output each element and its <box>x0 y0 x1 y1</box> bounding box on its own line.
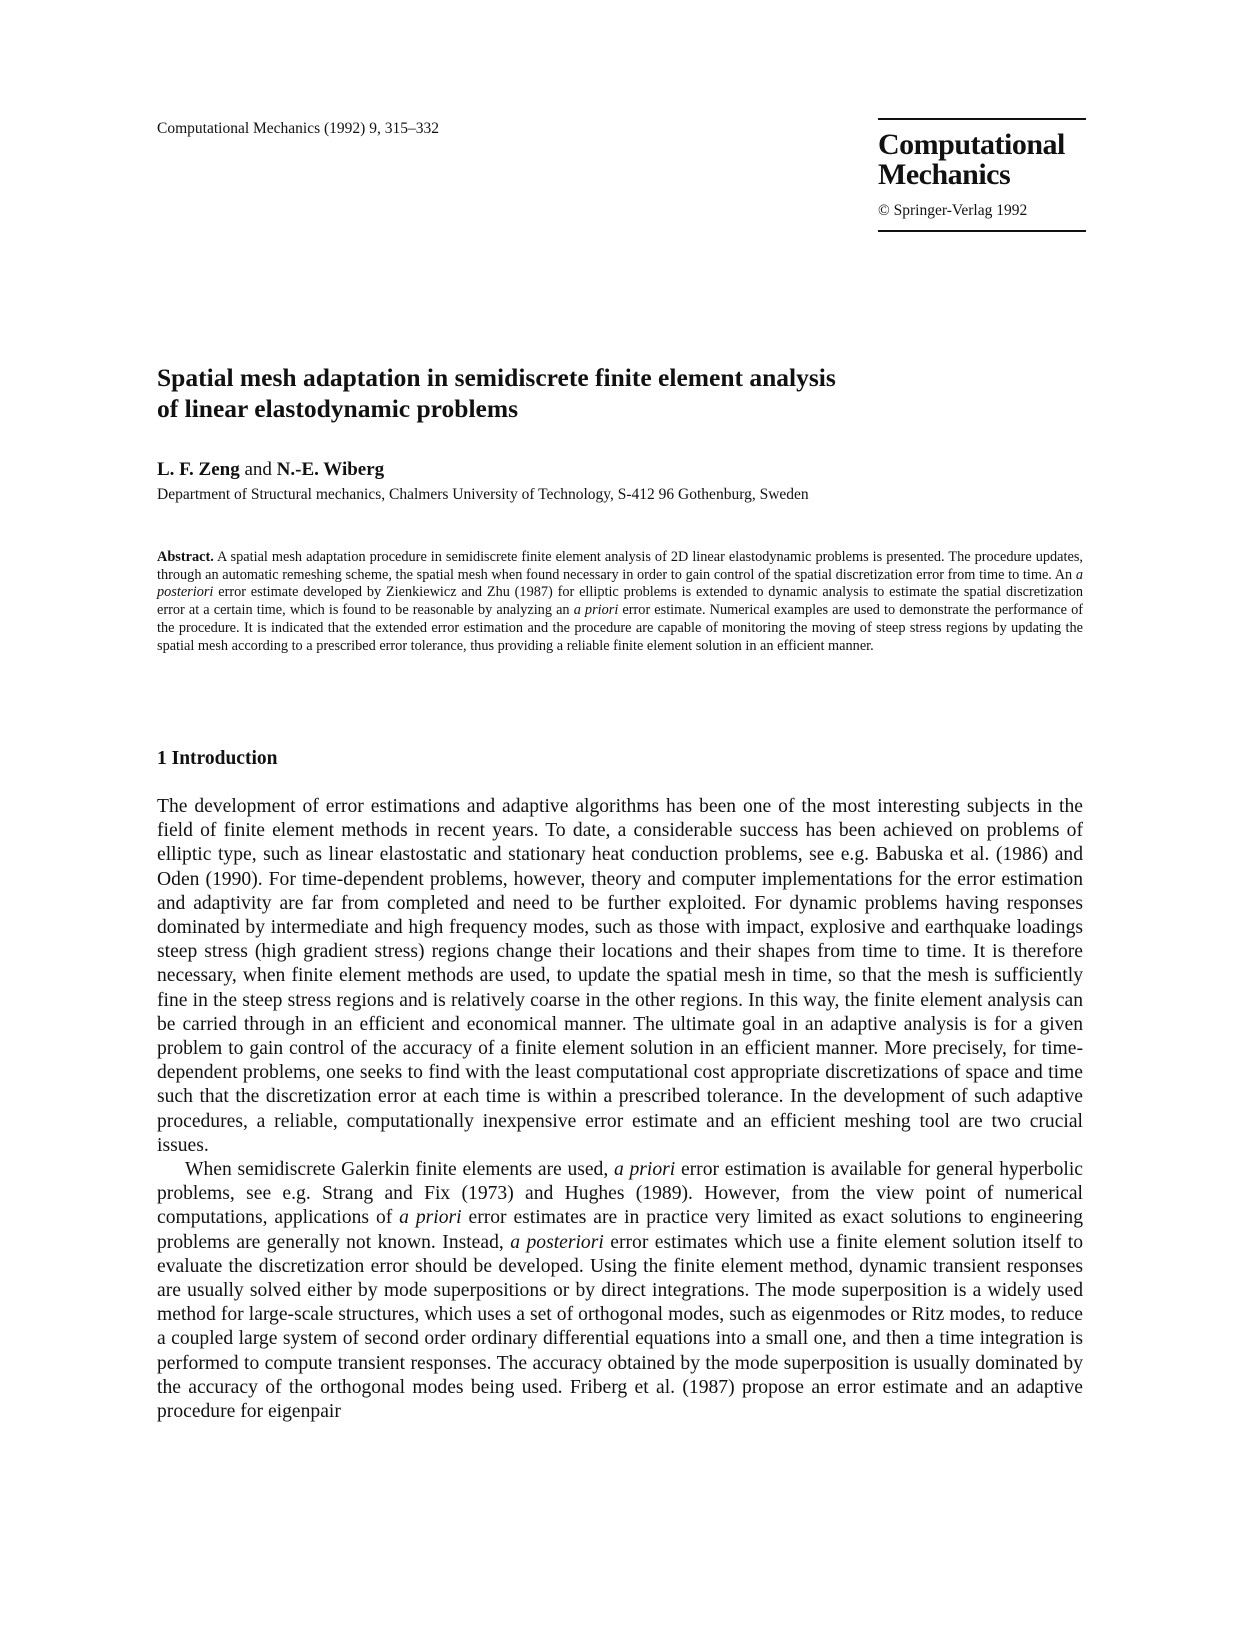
paragraph-text: error estimates which use a finite element solution itself to evaluate the discretization error should be developed. Using the finite element method, dynamic transient responses are usually solved either by mode superpositions or by direct integrations. The mode superposition is a widely used method for large-scale structures, which uses a set of orthogonal modes, such as eigenmodes or Ritz modes, to reduce a coupled large system of second order ordinary differential equations into a small one, and then a time integration is performed to compute transient responses. The accuracy obtained by the mode superposition is usually dominated by the accuracy of the orthogonal modes being used. Friberg et al. (1987) propose an error estimate and an adaptive procedure for eigenpair <box>157 1231 1084 1423</box>
paragraph-emphasis: a posteriori <box>510 1231 604 1253</box>
paragraph-emphasis: a priori <box>399 1207 462 1229</box>
journal-name-line2: Mechanics <box>878 158 1011 191</box>
copyright-notice: © Springer-Verlag 1992 <box>878 202 1028 219</box>
masthead-top-rule <box>878 118 1086 120</box>
paragraph-text: error estimates are in practice very limited as exact solutions to engineering problems are generally not known. Instead, <box>157 1207 1083 1253</box>
author-name: N.-E. Wiberg <box>276 459 385 480</box>
abstract-text: error estimate. Numerical examples are used to demonstrate the performance of the procedure. It is indicated that the extended error estimation and the procedure are capable of monitoring the moving of steep stress regions by updating the spatial mesh according to a prescribed error tolerance, thus providing a reliable finite element solution in an efficient manner. <box>157 602 1084 654</box>
paragraph-text: error estimation is available for general hyperbolic problems, see e.g. Strang and Fix (1973) and Hughes (1989). However, from the view point of numerical computations, applications of <box>157 1159 1083 1229</box>
paper-title-line1: Spatial mesh adaptation in semidiscrete finite element analysis <box>157 363 836 392</box>
paper-title-line2: of linear elastodynamic problems <box>157 394 519 423</box>
section-body <box>157 795 1083 1424</box>
abstract-label: Abstract. <box>157 549 214 565</box>
paper-title <box>157 362 1057 424</box>
paragraph-emphasis: a priori <box>613 1159 676 1181</box>
body-paragraph <box>157 1158 1083 1424</box>
abstract-emphasis: a posteriori <box>157 566 1083 601</box>
abstract-emphasis: a priori <box>573 602 619 619</box>
author-conjunction: and <box>244 459 272 480</box>
journal-name <box>878 130 1086 190</box>
journal-citation: Computational Mechanics (1992) 9, 315–332 <box>157 120 439 137</box>
author-affiliation: Department of Structural mechanics, Chalmers University of Technology, S-412 96 Gothenburg, Sweden <box>157 486 809 503</box>
masthead-bottom-rule <box>878 230 1086 232</box>
abstract <box>157 549 1083 655</box>
section-heading: 1 Introduction <box>157 748 278 769</box>
author-list <box>157 459 384 481</box>
abstract-text: A spatial mesh adaptation procedure in semidiscrete finite element analysis of 2D linear elastodynamic problems is presented. The procedure updates, through an automatic remeshing scheme, the spatial mesh when found necessary in order to gain control of the spatial discretization error from time to time. An <box>157 549 1083 583</box>
journal-masthead <box>878 118 1086 232</box>
journal-name-line1: Computational <box>878 128 1065 161</box>
author-name: L. F. Zeng <box>157 459 240 480</box>
paragraph-text: When semidiscrete Galerkin finite elements are used, <box>185 1159 609 1181</box>
abstract-text: error estimate developed by Zienkiewicz and Zhu (1987) for elliptic problems is extended to dynamic analysis to estimate the spatial discretization error at a certain time, which is found to be reasonable by analyzing an <box>157 584 1083 619</box>
body-paragraph: The development of error estimations and adaptive algorithms has been one of the most interesting subjects in the field of finite element methods in recent years. To date, a considerable success has been achieved on problems of elliptic type, such as linear elastostatic and stationary heat conduction problems, see e.g. Babuska et al. (1986) and Oden (1990). For time-dependent problems, however, theory and computer implementations for the error estimation and adaptivity are far from completed and need to be further exploited. For dynamic problems having responses dominated by intermediate and high frequency modes, such as those with impact, explosive and earthquake loadings steep stress (high gradient stress) regions change their locations and their shapes from time to time. It is therefore necessary, when finite element methods are used, to update the spatial mesh in time, so that the mesh is sufficiently fine in the steep stress regions and is relatively coarse in the other regions. In this way, the finite element analysis can be carried through in an efficient and economical manner. The ultimate goal in an adaptive analysis is for a given problem to gain control of the accuracy of a finite element solution in an efficient manner. More precisely, for time-dependent problems, one seeks to find with the least computational cost appropriate discretizations of space and time such that the discretization error at each time is within a prescribed tolerance. In the development of such adaptive procedures, a reliable, computationally inexpensive error estimate and an efficient meshing tool are two crucial issues. <box>157 796 1083 1156</box>
